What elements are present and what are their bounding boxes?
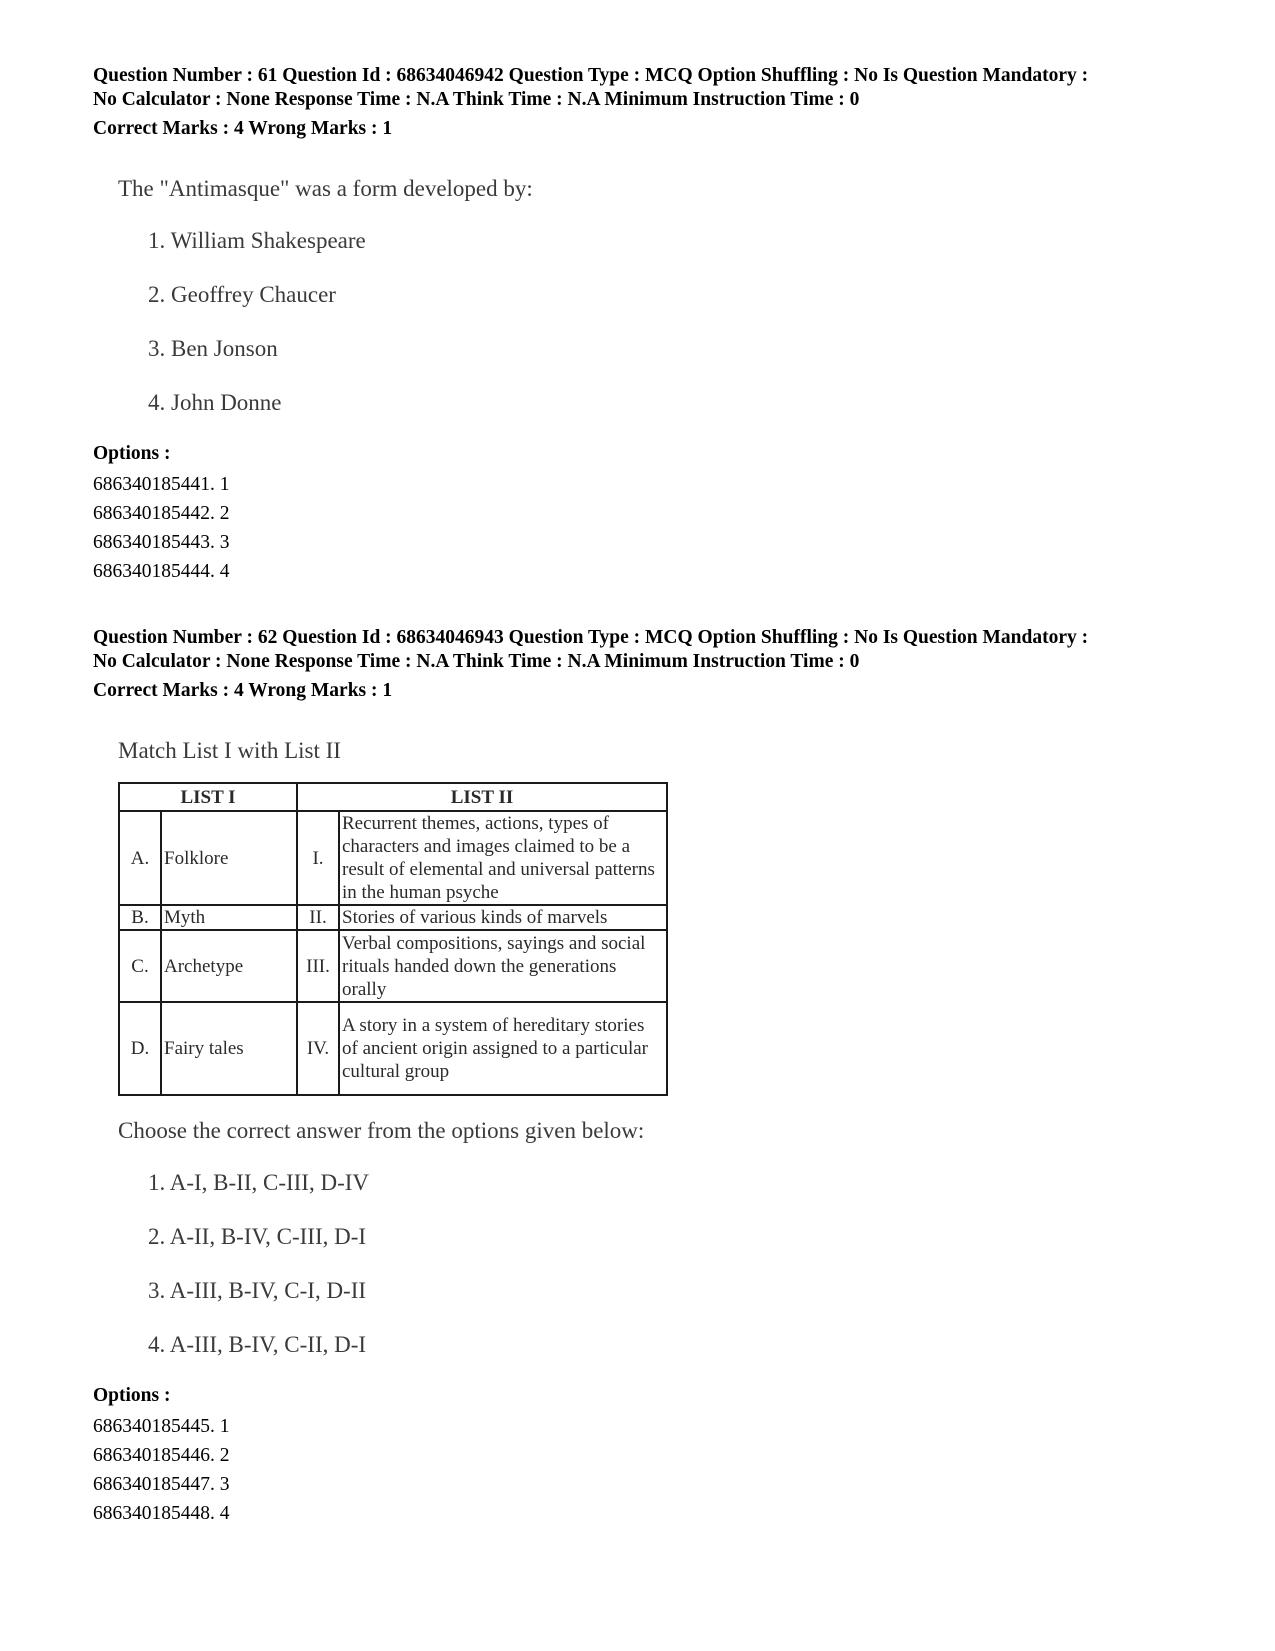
match-table (118, 782, 668, 1096)
choice-item: 3. A-III, B-IV, C-I, D-II (148, 1278, 367, 1303)
row-term: Folklore (161, 811, 297, 905)
row-letter: D. (119, 1002, 161, 1095)
row-roman: III. (297, 930, 339, 1002)
question-stem: The "Antimasque" was a form developed by: (118, 176, 533, 201)
choice-item: 1. A-I, B-II, C-III, D-IV (148, 1170, 369, 1195)
match-table-header-row (119, 783, 667, 811)
question-body (118, 736, 1213, 1360)
question-meta-line1: Question Number : 62 Question Id : 68634046943 Question Type : MCQ Option Shuffling : No Is Question Mandatory : (93, 627, 1089, 648)
table-row (119, 811, 667, 905)
table-row (119, 930, 667, 1002)
row-roman: I. (297, 811, 339, 905)
question-marks: Correct Marks : 4 Wrong Marks : 1 (93, 680, 393, 701)
options-heading: Options : (93, 443, 171, 464)
table-row (119, 1002, 667, 1095)
question-62 (93, 626, 1213, 1528)
option-id-item: 686340185445. 1 (93, 1416, 230, 1437)
question-stem: Match List I with List II (118, 738, 341, 763)
question-meta-line2: No Calculator : None Response Time : N.A Think Time : N.A Minimum Instruction Time : 0 (93, 651, 860, 672)
row-term: Myth (161, 905, 297, 930)
row-term: Fairy tales (161, 1002, 297, 1095)
row-description: Verbal compositions, sayings and social rituals handed down the generations orally (339, 930, 667, 1002)
choice-item: 2. Geoffrey Chaucer (148, 282, 336, 307)
option-id-item: 686340185442. 2 (93, 503, 230, 524)
option-id-item: 686340185443. 3 (93, 532, 230, 553)
choice-item: 1. William Shakespeare (148, 228, 366, 253)
row-description: Stories of various kinds of marvels (339, 905, 667, 930)
row-term: Archetype (161, 930, 297, 1002)
question-61 (93, 64, 1213, 586)
row-roman: IV. (297, 1002, 339, 1095)
question-marks: Correct Marks : 4 Wrong Marks : 1 (93, 118, 393, 139)
choice-item: 2. A-II, B-IV, C-III, D-I (148, 1224, 367, 1249)
question-meta-line1: Question Number : 61 Question Id : 68634046942 Question Type : MCQ Option Shuffling : No Is Question Mandatory : (93, 65, 1089, 86)
choice-list (118, 1168, 1213, 1360)
option-id-item: 686340185444. 4 (93, 561, 230, 582)
choice-list (118, 226, 1213, 418)
choice-item: 4. John Donne (148, 390, 282, 415)
choose-instruction: Choose the correct answer from the options given below: (118, 1118, 645, 1143)
question-meta-line2: No Calculator : None Response Time : N.A Think Time : N.A Minimum Instruction Time : 0 (93, 89, 860, 110)
row-description: A story in a system of hereditary stories of ancient origin assigned to a particular cultural group (339, 1002, 667, 1095)
row-roman: II. (297, 905, 339, 930)
option-id-item: 686340185448. 4 (93, 1503, 230, 1524)
question-body (118, 174, 1213, 418)
choice-item: 4. A-III, B-IV, C-II, D-I (148, 1332, 367, 1357)
table-row (119, 905, 667, 930)
row-letter: B. (119, 905, 161, 930)
row-letter: A. (119, 811, 161, 905)
option-id-list (93, 470, 1213, 586)
list2-header: LIST II (297, 783, 667, 811)
row-letter: C. (119, 930, 161, 1002)
options-heading: Options : (93, 1385, 171, 1406)
row-description: Recurrent themes, actions, types of characters and images claimed to be a result of elemental and universal patterns in the human psyche (339, 811, 667, 905)
choice-item: 3. Ben Jonson (148, 336, 278, 361)
option-id-item: 686340185447. 3 (93, 1474, 230, 1495)
list1-header: LIST I (119, 783, 297, 811)
option-id-item: 686340185441. 1 (93, 474, 230, 495)
option-id-list (93, 1412, 1213, 1528)
option-id-item: 686340185446. 2 (93, 1445, 230, 1466)
